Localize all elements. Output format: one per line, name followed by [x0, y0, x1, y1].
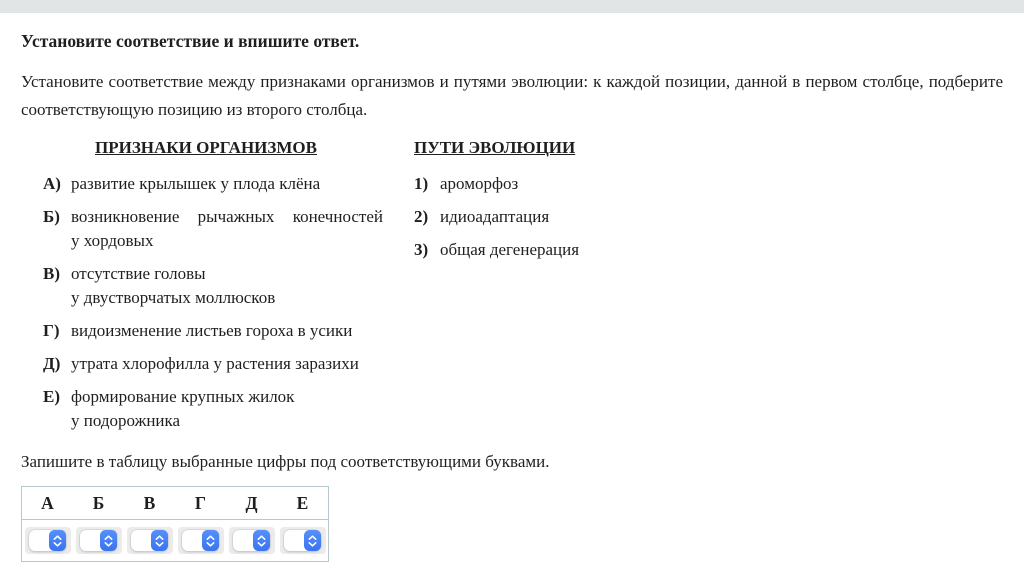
answer-table [21, 486, 329, 562]
features-list [21, 172, 398, 433]
item-text: отсутствие головы [71, 264, 206, 283]
matching-columns [21, 137, 1003, 442]
stepper-buttons-icon[interactable] [202, 530, 219, 551]
answer-table-inputs-row [22, 520, 328, 561]
list-item-a [43, 172, 398, 196]
item-number: 2) [414, 207, 429, 226]
item-text: у подорожника [71, 411, 181, 430]
answer-cell-d [226, 527, 277, 554]
stepper-buttons-icon[interactable] [151, 530, 168, 551]
answer-table-header [22, 487, 328, 520]
item-text: возникновение рычажных конечностей [71, 207, 383, 226]
list-item-v [43, 262, 398, 310]
answer-spinner-v[interactable] [127, 527, 173, 554]
answer-spinner-a[interactable] [25, 527, 71, 554]
item-letter: Б) [43, 207, 60, 226]
question-page [0, 29, 1024, 562]
list-item-b [43, 205, 398, 253]
stepper-buttons-icon[interactable] [304, 530, 321, 551]
column-header-g: Г [194, 492, 207, 513]
column-evolution-paths [414, 137, 579, 442]
item-number: 3) [414, 240, 429, 259]
item-text: видоизменение листьев гороха в усики [71, 321, 353, 340]
item-letter: Д) [43, 354, 61, 373]
answer-cell-b [73, 527, 124, 554]
item-text: утрата хлорофилла у растения заразихи [71, 354, 359, 373]
column-header-b: Б [92, 492, 105, 513]
column-features [21, 137, 398, 442]
item-letter: Е) [43, 387, 60, 406]
answer-input-g[interactable] [182, 531, 202, 550]
stepper-buttons-icon[interactable] [253, 530, 270, 551]
answer-cell-g [175, 527, 226, 554]
item-letter: А) [43, 174, 61, 193]
item-number: 1) [414, 174, 429, 193]
item-letter: Г) [43, 321, 60, 340]
stepper-buttons-icon[interactable] [49, 530, 66, 551]
answer-spinner-g[interactable] [178, 527, 224, 554]
answer-spinner-b[interactable] [76, 527, 122, 554]
column-header-d: Д [245, 492, 258, 513]
top-strip [0, 0, 1024, 13]
stepper-buttons-icon[interactable] [100, 530, 117, 551]
answer-cell-a [22, 527, 73, 554]
features-header: ПРИЗНАКИ ОРГАНИЗМОВ [95, 138, 317, 157]
item-text: идиоадаптация [440, 207, 550, 226]
item-text: общая дегенерация [440, 240, 580, 259]
task-instruction: Установите соответствие между признаками организмов и путями эволюции: к каждой позиции, данной в первом столбце, подберите соответствующую позицию из второго столбца. [21, 72, 1003, 119]
list-item-3 [414, 238, 579, 262]
answer-input-b[interactable] [80, 531, 100, 550]
answer-spinner-d[interactable] [229, 527, 275, 554]
item-text: развитие крылышек у плода клёна [71, 174, 321, 193]
item-letter: В) [43, 264, 60, 283]
answer-cell-v [124, 527, 175, 554]
paths-list [414, 172, 579, 262]
item-text: у хордовых [71, 231, 154, 250]
list-item-d [43, 352, 398, 376]
column-header-e: Е [296, 492, 309, 513]
list-item-g [43, 319, 398, 343]
item-text: формирование крупных жилок [71, 387, 295, 406]
write-instruction: Запишите в таблицу выбранные цифры под соответствующими буквами. [21, 452, 550, 471]
answer-spinner-e[interactable] [280, 527, 326, 554]
answer-input-e[interactable] [284, 531, 304, 550]
column-header-a: А [41, 492, 54, 513]
answer-input-v[interactable] [131, 531, 151, 550]
answer-cell-e [277, 527, 328, 554]
answer-input-d[interactable] [233, 531, 253, 550]
column-header-v: В [143, 492, 156, 513]
page-title: Установите соответствие и впишите ответ. [21, 31, 360, 51]
list-item-2 [414, 205, 579, 229]
answer-input-a[interactable] [29, 531, 49, 550]
item-text: у двустворчатых моллюсков [71, 288, 276, 307]
item-text: ароморфоз [440, 174, 519, 193]
list-item-e [43, 385, 398, 433]
list-item-1 [414, 172, 579, 196]
paths-header: ПУТИ ЭВОЛЮЦИИ [414, 138, 576, 157]
